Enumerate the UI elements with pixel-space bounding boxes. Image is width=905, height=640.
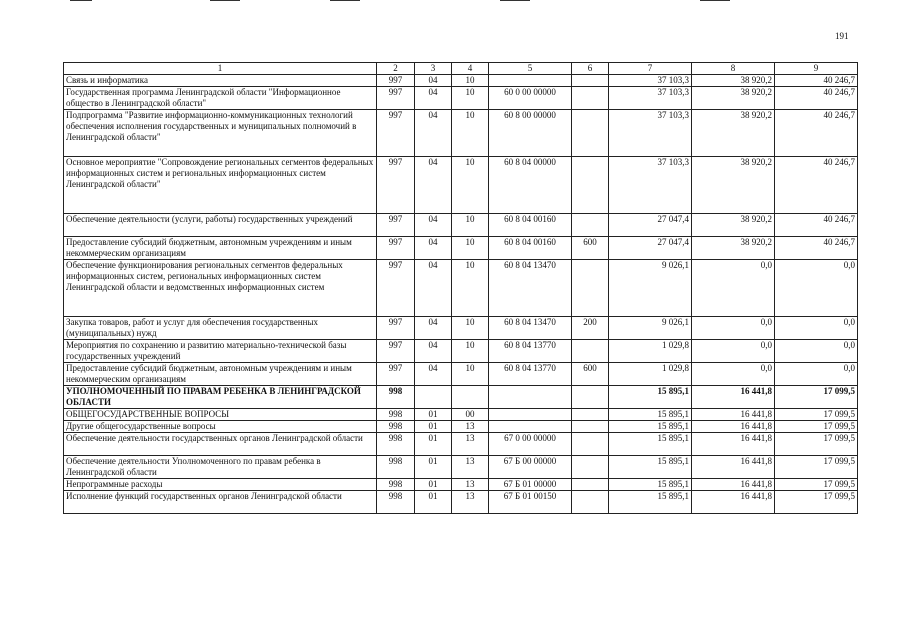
table-row (64, 421, 858, 433)
target-article-cell: 60 8 04 13470 (489, 260, 572, 317)
section-cell: 01 (415, 479, 452, 491)
value-year1-cell: 15 895,1 (609, 409, 692, 421)
target-article-cell (489, 421, 572, 433)
value-year3-cell: 17 099,5 (775, 386, 858, 409)
subsection-cell: 10 (452, 340, 489, 363)
target-article-cell (489, 409, 572, 421)
column-header: 9 (775, 63, 858, 75)
table-row (64, 214, 858, 237)
row-name-cell: ОБЩЕГОСУДАРСТВЕННЫЕ ВОПРОСЫ (64, 409, 377, 421)
value-year3-cell: 17 099,5 (775, 421, 858, 433)
subsection-cell: 13 (452, 433, 489, 456)
value-year3-cell: 17 099,5 (775, 479, 858, 491)
expense-type-cell (572, 433, 609, 456)
table-row (64, 110, 858, 157)
value-year1-cell: 27 047,4 (609, 237, 692, 260)
budget-table (63, 62, 858, 514)
row-name-cell: Подпрограмма "Развитие информационно-коммуникационных технологий обеспечения исполнения государственных и муниципальных полномочий в Ленинградской области" (64, 110, 377, 157)
header-row (64, 63, 858, 75)
expense-type-cell: 200 (572, 317, 609, 340)
value-year3-cell: 17 099,5 (775, 409, 858, 421)
subsection-cell: 10 (452, 157, 489, 214)
value-year3-cell: 40 246,7 (775, 237, 858, 260)
row-name-cell: Обеспечение деятельности (услуги, работы) государственных учреждений (64, 214, 377, 237)
value-year3-cell: 40 246,7 (775, 110, 858, 157)
value-year1-cell: 15 895,1 (609, 433, 692, 456)
column-header: 3 (415, 63, 452, 75)
value-year2-cell: 38 920,2 (692, 214, 775, 237)
table-row (64, 363, 858, 386)
value-year1-cell: 37 103,3 (609, 110, 692, 157)
value-year1-cell: 9 026,1 (609, 260, 692, 317)
value-year2-cell: 16 441,8 (692, 479, 775, 491)
value-year3-cell: 40 246,7 (775, 75, 858, 87)
expense-type-cell (572, 456, 609, 479)
value-year3-cell: 40 246,7 (775, 87, 858, 110)
column-header: 4 (452, 63, 489, 75)
admin-code-cell: 998 (377, 456, 415, 479)
row-name-cell: Закупка товаров, работ и услуг для обеспечения государственных (муниципальных) нужд (64, 317, 377, 340)
row-name-cell: Обеспечение деятельности государственных органов Ленинградской области (64, 433, 377, 456)
section-cell: 04 (415, 340, 452, 363)
table-row (64, 317, 858, 340)
table-row (64, 87, 858, 110)
value-year2-cell: 16 441,8 (692, 491, 775, 514)
admin-code-cell: 997 (377, 237, 415, 260)
admin-code-cell: 998 (377, 409, 415, 421)
subsection-cell (452, 386, 489, 409)
section-cell: 01 (415, 433, 452, 456)
value-year2-cell: 38 920,2 (692, 75, 775, 87)
table-row (64, 479, 858, 491)
scan-artifact-line (330, 0, 360, 1)
subsection-cell: 13 (452, 491, 489, 514)
section-cell: 04 (415, 75, 452, 87)
value-year1-cell: 15 895,1 (609, 421, 692, 433)
value-year1-cell: 15 895,1 (609, 456, 692, 479)
admin-code-cell: 997 (377, 214, 415, 237)
row-name-cell: Предоставление субсидий бюджетным, автономным учреждениям и иным некоммерческим организациям (64, 237, 377, 260)
target-article-cell: 67 Б 00 00000 (489, 456, 572, 479)
row-name-cell: Исполнение функций государственных органов Ленинградской области (64, 491, 377, 514)
value-year2-cell: 38 920,2 (692, 157, 775, 214)
subsection-cell: 10 (452, 87, 489, 110)
table-row (64, 409, 858, 421)
value-year1-cell: 37 103,3 (609, 87, 692, 110)
section-cell: 04 (415, 157, 452, 214)
value-year2-cell: 16 441,8 (692, 433, 775, 456)
value-year1-cell: 37 103,3 (609, 157, 692, 214)
subsection-cell: 13 (452, 479, 489, 491)
row-name-cell: УПОЛНОМОЧЕННЫЙ ПО ПРАВАМ РЕБЕНКА В ЛЕНИНГРАДСКОЙ ОБЛАСТИ (64, 386, 377, 409)
admin-code-cell: 998 (377, 386, 415, 409)
table-row (64, 237, 858, 260)
value-year2-cell: 38 920,2 (692, 110, 775, 157)
expense-type-cell (572, 386, 609, 409)
admin-code-cell: 997 (377, 75, 415, 87)
value-year2-cell: 0,0 (692, 317, 775, 340)
column-header: 1 (64, 63, 377, 75)
section-cell: 01 (415, 456, 452, 479)
admin-code-cell: 997 (377, 110, 415, 157)
value-year3-cell: 0,0 (775, 260, 858, 317)
section-cell: 04 (415, 260, 452, 317)
row-name-cell: Связь и информатика (64, 75, 377, 87)
page-number: 191 (835, 31, 849, 41)
row-name-cell: Другие общегосударственные вопросы (64, 421, 377, 433)
admin-code-cell: 997 (377, 87, 415, 110)
value-year2-cell: 0,0 (692, 363, 775, 386)
section-cell: 04 (415, 214, 452, 237)
expense-type-cell (572, 157, 609, 214)
expense-type-cell: 600 (572, 363, 609, 386)
expense-type-cell (572, 75, 609, 87)
value-year1-cell: 15 895,1 (609, 479, 692, 491)
admin-code-cell: 998 (377, 491, 415, 514)
expense-type-cell (572, 409, 609, 421)
target-article-cell: 60 8 04 13470 (489, 317, 572, 340)
value-year3-cell: 0,0 (775, 363, 858, 386)
column-header: 5 (489, 63, 572, 75)
value-year3-cell: 40 246,7 (775, 214, 858, 237)
section-cell: 01 (415, 421, 452, 433)
table-row (64, 157, 858, 214)
scan-artifact-line (210, 0, 240, 1)
admin-code-cell: 997 (377, 260, 415, 317)
value-year2-cell: 0,0 (692, 260, 775, 317)
subsection-cell: 10 (452, 237, 489, 260)
admin-code-cell: 997 (377, 157, 415, 214)
table-row (64, 340, 858, 363)
section-cell: 04 (415, 237, 452, 260)
subsection-cell: 10 (452, 260, 489, 317)
subsection-cell: 00 (452, 409, 489, 421)
expense-type-cell (572, 214, 609, 237)
expense-type-cell (572, 491, 609, 514)
value-year2-cell: 16 441,8 (692, 386, 775, 409)
row-name-cell: Основное мероприятие "Сопровождение региональных сегментов федеральных информационных систем и региональных информационных систем Ленинградской области" (64, 157, 377, 214)
expense-type-cell (572, 479, 609, 491)
value-year2-cell: 0,0 (692, 340, 775, 363)
value-year1-cell: 27 047,4 (609, 214, 692, 237)
value-year3-cell: 40 246,7 (775, 157, 858, 214)
section-cell: 04 (415, 87, 452, 110)
section-cell (415, 386, 452, 409)
table-row (64, 75, 858, 87)
table-row (64, 260, 858, 317)
value-year2-cell: 38 920,2 (692, 87, 775, 110)
value-year3-cell: 0,0 (775, 317, 858, 340)
target-article-cell: 60 8 04 13770 (489, 363, 572, 386)
value-year2-cell: 16 441,8 (692, 409, 775, 421)
value-year1-cell: 37 103,3 (609, 75, 692, 87)
scan-artifact-line (700, 0, 730, 1)
subsection-cell: 13 (452, 421, 489, 433)
target-article-cell: 60 8 04 00000 (489, 157, 572, 214)
column-header: 8 (692, 63, 775, 75)
admin-code-cell: 998 (377, 479, 415, 491)
row-name-cell: Обеспечение функционирования региональных сегментов федеральных информационных систем, региональных информационных систем Ленинградской области и ведомственных информационных систем (64, 260, 377, 317)
expense-type-cell (572, 87, 609, 110)
target-article-cell: 67 Б 01 00150 (489, 491, 572, 514)
row-name-cell: Государственная программа Ленинградской области "Информационное общество в Ленинградской области" (64, 87, 377, 110)
table-row (64, 456, 858, 479)
expense-type-cell (572, 340, 609, 363)
value-year1-cell: 9 026,1 (609, 317, 692, 340)
subsection-cell: 10 (452, 214, 489, 237)
subsection-cell: 10 (452, 75, 489, 87)
row-name-cell: Непрограммные расходы (64, 479, 377, 491)
row-name-cell: Обеспечение деятельности Уполномоченного по правам ребенка в Ленинградской области (64, 456, 377, 479)
value-year1-cell: 15 895,1 (609, 386, 692, 409)
target-article-cell: 67 Б 01 00000 (489, 479, 572, 491)
column-header: 6 (572, 63, 609, 75)
expense-type-cell (572, 260, 609, 317)
section-cell: 04 (415, 317, 452, 340)
target-article-cell: 60 8 04 13770 (489, 340, 572, 363)
table-body (64, 75, 858, 514)
scan-artifact-line (500, 0, 530, 1)
target-article-cell: 60 8 04 00160 (489, 214, 572, 237)
value-year3-cell: 0,0 (775, 340, 858, 363)
section-cell: 04 (415, 363, 452, 386)
table-row (64, 386, 858, 409)
column-header: 2 (377, 63, 415, 75)
admin-code-cell: 997 (377, 317, 415, 340)
admin-code-cell: 997 (377, 363, 415, 386)
value-year1-cell: 1 029,8 (609, 363, 692, 386)
table-row (64, 433, 858, 456)
expense-type-cell (572, 421, 609, 433)
value-year1-cell: 15 895,1 (609, 491, 692, 514)
target-article-cell: 60 8 00 00000 (489, 110, 572, 157)
value-year1-cell: 1 029,8 (609, 340, 692, 363)
admin-code-cell: 998 (377, 433, 415, 456)
section-cell: 04 (415, 110, 452, 157)
target-article-cell (489, 75, 572, 87)
value-year2-cell: 16 441,8 (692, 456, 775, 479)
subsection-cell: 10 (452, 110, 489, 157)
table-row (64, 491, 858, 514)
value-year2-cell: 16 441,8 (692, 421, 775, 433)
expense-type-cell: 600 (572, 237, 609, 260)
row-name-cell: Мероприятия по сохранению и развитию материально-технической базы государственных учреждений (64, 340, 377, 363)
target-article-cell: 60 8 04 00160 (489, 237, 572, 260)
target-article-cell: 60 0 00 00000 (489, 87, 572, 110)
column-header: 7 (609, 63, 692, 75)
scan-artifact-line (70, 0, 92, 1)
expense-type-cell (572, 110, 609, 157)
section-cell: 01 (415, 409, 452, 421)
target-article-cell (489, 386, 572, 409)
row-name-cell: Предоставление субсидий бюджетным, автономным учреждениям и иным некоммерческим организациям (64, 363, 377, 386)
value-year3-cell: 17 099,5 (775, 433, 858, 456)
value-year2-cell: 38 920,2 (692, 237, 775, 260)
value-year3-cell: 17 099,5 (775, 491, 858, 514)
target-article-cell: 67 0 00 00000 (489, 433, 572, 456)
subsection-cell: 10 (452, 363, 489, 386)
value-year3-cell: 17 099,5 (775, 456, 858, 479)
subsection-cell: 13 (452, 456, 489, 479)
subsection-cell: 10 (452, 317, 489, 340)
admin-code-cell: 997 (377, 340, 415, 363)
section-cell: 01 (415, 491, 452, 514)
admin-code-cell: 998 (377, 421, 415, 433)
